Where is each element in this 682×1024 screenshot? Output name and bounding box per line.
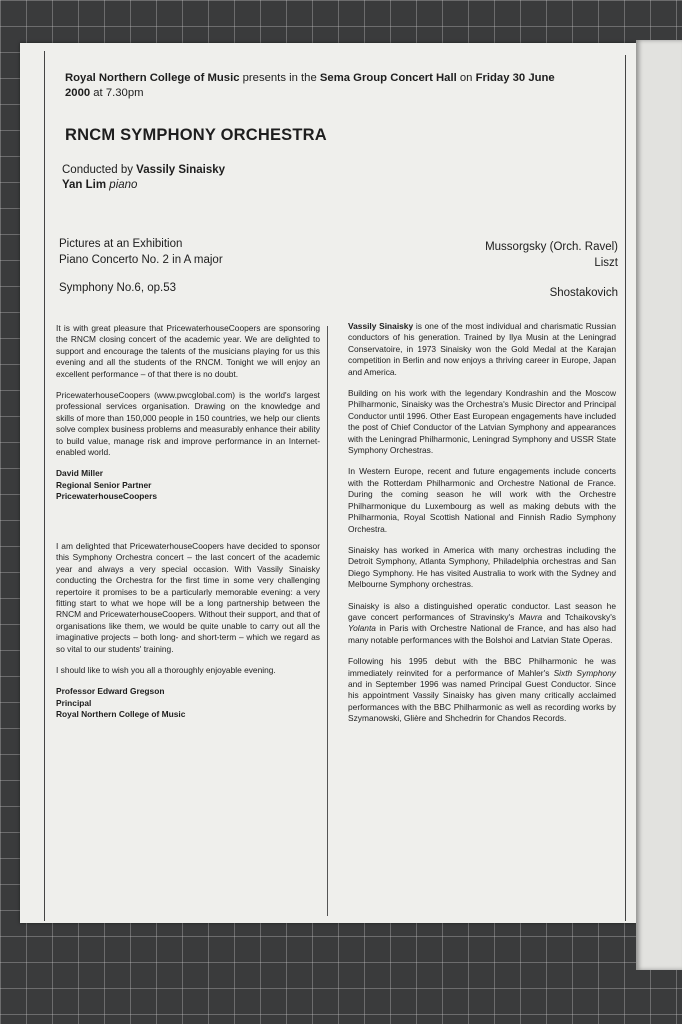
signature-block: Professor Edward Gregson Principal Royal Northern College of Music <box>56 686 186 720</box>
work-title: Piano Concerto No. 2 in A major <box>59 254 223 266</box>
composer-name: Shostakovich <box>549 287 618 299</box>
right-border-rule <box>625 55 626 921</box>
paragraph: Following his 1995 debut with the BBC Philharmonic he was immediately reinvited for a performance of Mahler's Sixth Symphony and in September 1996 was named Principal Guest Conductor. Since his appointment Vassily Sinaisky has given many critically acclaimed performances with the BBC Philharmonic as well as recording works by Szymanowski, Glière and Shchedrin for Chandos Records. <box>348 656 616 724</box>
soloist-name: Yan Lim <box>62 179 107 191</box>
work-title: Symphony No.6, op.53 <box>59 282 176 294</box>
paragraph: Sinaisky has worked in America with many orchestras including the Detroit Symphony, Atlanta Symphony, Philadelphia orchestras and San Diego Symphony. He has visited Australia to work with the Sydney and Melbourne Symphony orchestras. <box>348 544 616 590</box>
paragraph: Sinaisky is also a distinguished operatic conductor. Last season he gave concert performances of Stravinsky's Mavra and Tchaikovsky's Yolanta in Paris with Orchestre National de France, and has also had many notable performances with the Bolshoi and Latvian State Operas. <box>348 600 616 645</box>
sponsor-column <box>56 323 320 731</box>
venue-name: Sema Group Concert Hall <box>319 72 457 84</box>
paragraph: In Western Europe, recent and future engagements include concerts with the Rotterdam Philharmonic and Orchestre National de France. During the coming season he will work with the Orchestre Philharmonique du Luxembourg as well as making debuts with the Philharmonia, Royal Scottish National and Finnish Radio Symphony Orchestra. <box>348 466 616 534</box>
page-title: RNCM SYMPHONY ORCHESTRA <box>65 126 327 144</box>
programme-works <box>59 236 223 268</box>
concert-header: Royal Northern College of Music presents in the Sema Group Concert Hall on Friday 30 June 2000 at 7.30pm <box>65 72 555 99</box>
biography-column <box>348 321 616 735</box>
concert-time: at 7.30pm <box>90 87 144 99</box>
paragraph: It is with great pleasure that PricewaterhouseCoopers are sponsoring the RNCM closing concert of the academic year. We are delighted to support and encourage the talents of the musicians playing for us this evening and all the students of the RNCM. Tonight we will enjoy an excellent performance – of that there is no doubt. <box>56 323 320 379</box>
paragraph: Building on his work with the legendary Kondrashin and the Moscow Philharmonic, Sinaisky was the Orchestra's Music Director and Principal Conductor until 1996. Other East European engagements have included the post of Chief Conductor of the Latvian Symphony and appearances with the Leningrad Philharmonic, Leningrad Symphony and USSR State Symphony Orchestras. <box>348 388 616 456</box>
concert-year: 2000 <box>65 87 91 99</box>
programme-page <box>20 43 636 923</box>
paragraph: PricewaterhouseCoopers (www.pwcglobal.com) is the world's largest professional services organisation. Drawing on the knowledge and skills of more than 150,000 people in 150 countries, we help our clients solve complex business problems and measurably enhance their ability to build value, manage risk and improve performance in an Internet-enabled world. <box>56 390 320 458</box>
paragraph: Vassily Sinaisky is one of the most individual and charismatic Russian conductors of his generation. Trained by Ilya Musin at the Leningrad Conservatoire, in 1973 Sinaisky won the Gold Medal at the Karajan competition in Berlin and now enjoys a thriving career in Europe, Japan and America. <box>348 321 616 377</box>
soloist-instrument: piano <box>106 179 138 191</box>
next-page-edge <box>636 40 682 970</box>
programme-composers <box>485 239 618 271</box>
paragraph: I am delighted that PricewaterhouseCoopers have decided to sponsor this Symphony Orchestra concert – the last concert of the academic year and always a very special occasion. With Vassily Sinaisky conducting the Orchestra for the first time in some very challenging repertoire it promises to be a particularly memorable evening: a very fitting start to what we hope will be a long partnership between the RNCM and PricewaterhouseCoopers. Without their support, and that of organisations like them, we would be quite unable to carry out all the imaginative projects – both long- and short-term – which we regard as so vital to our students' training. <box>56 540 320 654</box>
signature-block: David Miller Regional Senior Partner PricewaterhouseCoopers <box>56 468 157 502</box>
composer-name: Liszt <box>594 257 618 269</box>
concert-date: Friday 30 June <box>475 72 555 84</box>
conductor-name: Vassily Sinaisky <box>136 164 226 176</box>
composer-name: Mussorgsky (Orch. Ravel) <box>485 241 618 253</box>
organisation-name: Royal Northern College of Music <box>65 72 240 84</box>
column-divider <box>327 326 328 916</box>
paragraph: I should like to wish you all a thoroughly enjoyable evening. <box>56 665 276 676</box>
work-title: Pictures at an Exhibition <box>59 238 183 250</box>
performers: Conducted by Vassily Sinaisky Yan Lim piano <box>62 164 226 191</box>
left-border-rule <box>44 51 45 921</box>
